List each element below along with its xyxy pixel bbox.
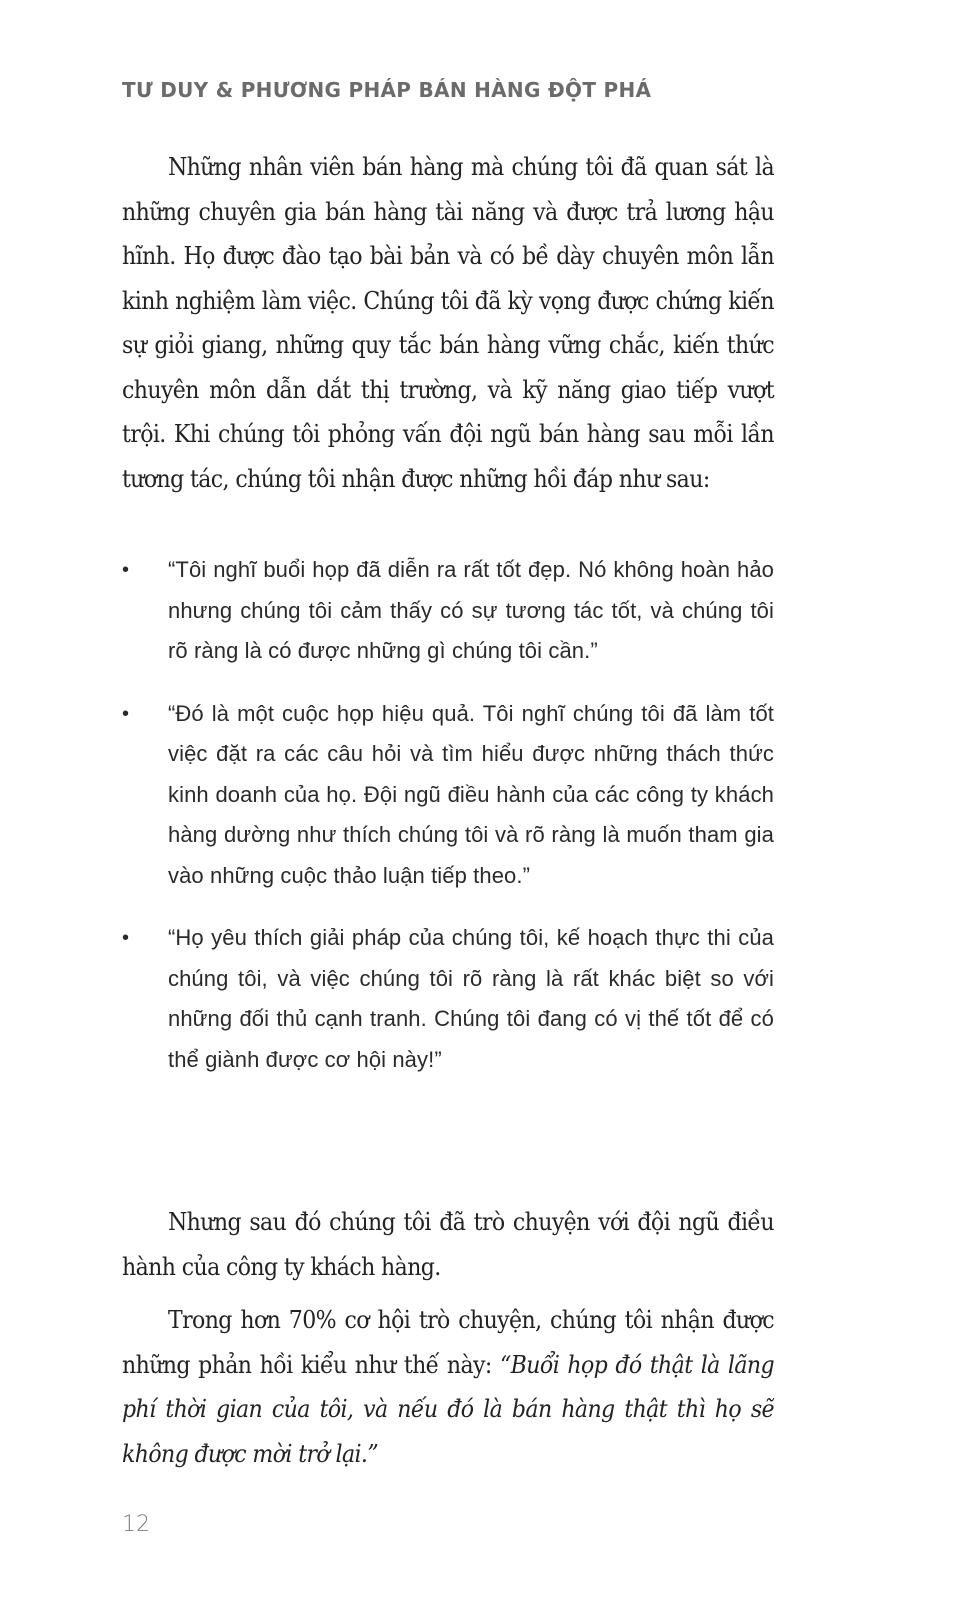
paragraph-transition: Nhưng sau đó chúng tôi đã trò chuyện với đội ngũ điều hành của công ty khách hàng.	[122, 1207, 774, 1281]
quote-text: “Họ yêu thích giải pháp của chúng tôi, kế hoạch thực thi của chúng tôi, và việc chúng tôi rõ ràng là rất khác biệt so với những đối thủ cạnh tranh. Chúng tôi đang có vị thế tốt để có thể giành được cơ hội này!”	[168, 925, 774, 1072]
list-item	[122, 694, 774, 897]
finding-lead: Trong hơn 70% cơ hội trò chuyện, chúng tôi nhận được những phản hồi kiểu như thế này:	[122, 1305, 774, 1379]
list-item	[122, 550, 774, 672]
quote-text: “Tôi nghĩ buổi họp đã diễn ra rất tốt đẹp. Nó không hoàn hảo nhưng chúng tôi cảm thấy có sự tương tác tốt, và chúng tôi rõ ràng là có được những gì chúng tôi cần.”	[168, 557, 774, 663]
list-item	[122, 918, 774, 1080]
bullet-icon: •	[122, 702, 130, 725]
bullet-icon: •	[122, 559, 130, 581]
paragraph-intro: Những nhân viên bán hàng mà chúng tôi đã quan sát là những chuyên gia bán hàng tài năng và được trả lương hậu hĩnh. Họ được đào tạo bài bản và có bề dày chuyên môn lẫn kinh nghiệm làm việc. Chúng tôi đã kỳ vọng được chứng kiến sự giỏi giang, những quy tắc bán hàng vững chắc, kiến thức chuyên môn dẫn dắt thị trường, và kỹ năng giao tiếp vượt trội. Khi chúng tôi phỏng vấn đội ngũ bán hàng sau mỗi lần tương tác, chúng tôi nhận được những hồi đáp như sau:	[122, 152, 774, 493]
executive-quote: “Buổi họp đó thật là lãng phí thời gian của tôi, và nếu đó là bán hàng thật thì họ sẽ không được mời trở lại.”	[122, 1349, 774, 1468]
page-number: 12	[122, 1512, 150, 1537]
running-header: TƯ DUY & PHƯƠNG PHÁP BÁN HÀNG ĐỘT PHÁ	[122, 78, 652, 102]
quote-list	[122, 550, 774, 1102]
bullet-icon: •	[122, 927, 130, 949]
paragraph-finding	[122, 1298, 774, 1476]
quote-text: “Đó là một cuộc họp hiệu quả. Tôi nghĩ chúng tôi đã làm tốt việc đặt ra các câu hỏi và tìm hiểu được những thách thức kinh doanh của họ. Đội ngũ điều hành của các công ty khách hàng dường như thích chúng tôi và rõ ràng là muốn tham gia vào những cuộc thảo luận tiếp theo.”	[168, 700, 774, 888]
